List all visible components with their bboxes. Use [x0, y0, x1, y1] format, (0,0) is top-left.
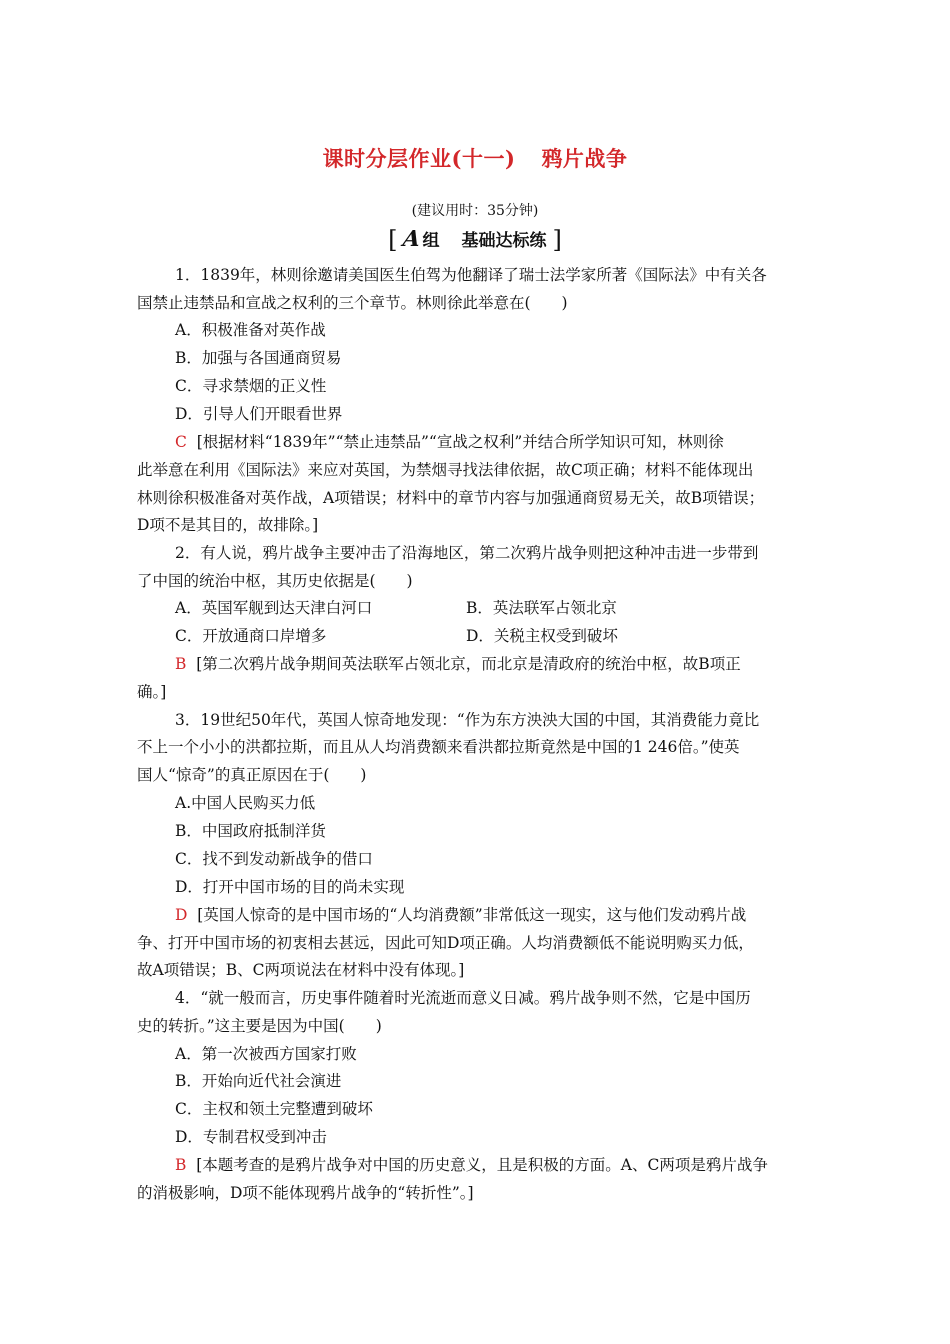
answer-letter: B [175, 655, 187, 673]
option-item: A．英国军舰到达天津白河口 [175, 599, 373, 617]
explanation-text: [本题考查的是鸦片战争对中国的历史意义，且是积极的方面。A、C两项是鸦片战争 [196, 1156, 768, 1174]
option-item: D．关税主权受到破坏 [466, 627, 618, 645]
option-item: B．中国政府抵制洋货 [175, 822, 326, 840]
question-stem-line: 国禁止违禁品和宣战之权利的三个章节。林则徐此举意在( ) [137, 294, 568, 312]
explanation-line: 林则徐积极准备对英作战，A项错误；材料中的章节内容与加强通商贸易无关，故B项错误； [137, 489, 765, 507]
option-item: B．英法联军占领北京 [466, 599, 617, 617]
group-name: 基础达标练 [461, 231, 547, 251]
question-stem-line: 1．1839年，林则徐邀请美国医生伯驾为他翻译了瑞士法学家所著《国际法》中有关各 [175, 266, 767, 284]
answer-line [175, 432, 724, 452]
option-item: B．开始向近代社会演进 [175, 1072, 342, 1090]
option-item: C．主权和领土完整遭到破坏 [175, 1100, 373, 1118]
question-stem-line: 2．有人说，鸦片战争主要冲击了沿海地区，第二次鸦片战争则把这种冲击进一步带到 [175, 544, 759, 562]
explanation-text: [根据材料“1839年”“禁止违禁品”“宣战之权利”并结合所学知识可知，林则徐 [196, 433, 724, 451]
question-stem-line: 了中国的统治中枢，其历史依据是( ) [137, 572, 413, 590]
answer-letter: C [175, 433, 187, 451]
group-heading [0, 226, 950, 254]
explanation-line: 故A项错误；B、C两项说法在材料中没有体现。] [137, 961, 465, 979]
option-item: A．第一次被西方国家打败 [175, 1045, 357, 1063]
option-item: C．寻求禁烟的正义性 [175, 377, 327, 395]
page-title [0, 143, 950, 173]
answer-line [175, 1155, 768, 1175]
option-item: C．开放通商口岸增多 [175, 627, 327, 645]
explanation-line: 确。] [137, 683, 167, 701]
explanation-text: [英国人惊奇的是中国市场的“人均消费额”非常低这一现实，这与他们发动鸦片战 [197, 906, 747, 924]
answer-line [175, 905, 746, 925]
title-topic: 鸦片战争 [541, 146, 628, 171]
answer-line [175, 654, 741, 674]
question-stem-line: 史的转折。”这主要是因为中国( ) [137, 1017, 382, 1035]
explanation-line: 争、打开中国市场的初衷相去甚远，因此可知D项正确。人均消费额低不能说明购买力低， [137, 934, 754, 952]
question-stem-line: 不上一个小小的洪都拉斯，而且从人均消费额来看洪都拉斯竟然是中国的1 246倍。”使英 [137, 738, 740, 756]
option-item: C．找不到发动新战争的借口 [175, 850, 373, 868]
question-stem-line: 4．“就一般而言，历史事件随着时光流逝而意义日减。鸦片战争则不然，它是中国历 [175, 989, 751, 1007]
explanation-line: 的消极影响，D项不能体现鸦片战争的“转折性”。] [137, 1184, 474, 1202]
bracket-left: [ [388, 226, 398, 254]
option-item: A．积极准备对英作战 [175, 321, 326, 339]
answer-letter: D [175, 906, 188, 924]
option-item: D．专制君权受到冲击 [175, 1128, 327, 1146]
title-main: 课时分层作业(十一) [322, 146, 516, 171]
answer-letter: B [175, 1156, 187, 1174]
explanation-text: [第二次鸦片战争期间英法联军占领北京，而北京是清政府的统治中枢，故B项正 [196, 655, 741, 673]
explanation-line: D项不是其目的，故排除。] [137, 516, 319, 534]
explanation-line: 此举意在利用《国际法》来应对英国，为禁烟寻找法律依据，故C项正确；材料不能体现出 [137, 461, 754, 479]
group-letter: A [402, 226, 422, 252]
time-note: (建议用时：35分钟) [411, 203, 539, 219]
bracket-right: ] [552, 226, 562, 254]
group-word: 组 [422, 231, 440, 251]
option-item: D．打开中国市场的目的尚未实现 [175, 878, 405, 896]
option-item: D．引导人们开眼看世界 [175, 405, 343, 423]
option-item: A.中国人民购买力低 [175, 794, 316, 812]
option-item: B．加强与各国通商贸易 [175, 349, 342, 367]
question-stem-line: 3．19世纪50年代，英国人惊奇地发现：“作为东方泱泱大国的中国，其消费能力竟比 [175, 711, 760, 729]
question-stem-line: 国人“惊奇”的真正原因在于( ) [137, 766, 367, 784]
